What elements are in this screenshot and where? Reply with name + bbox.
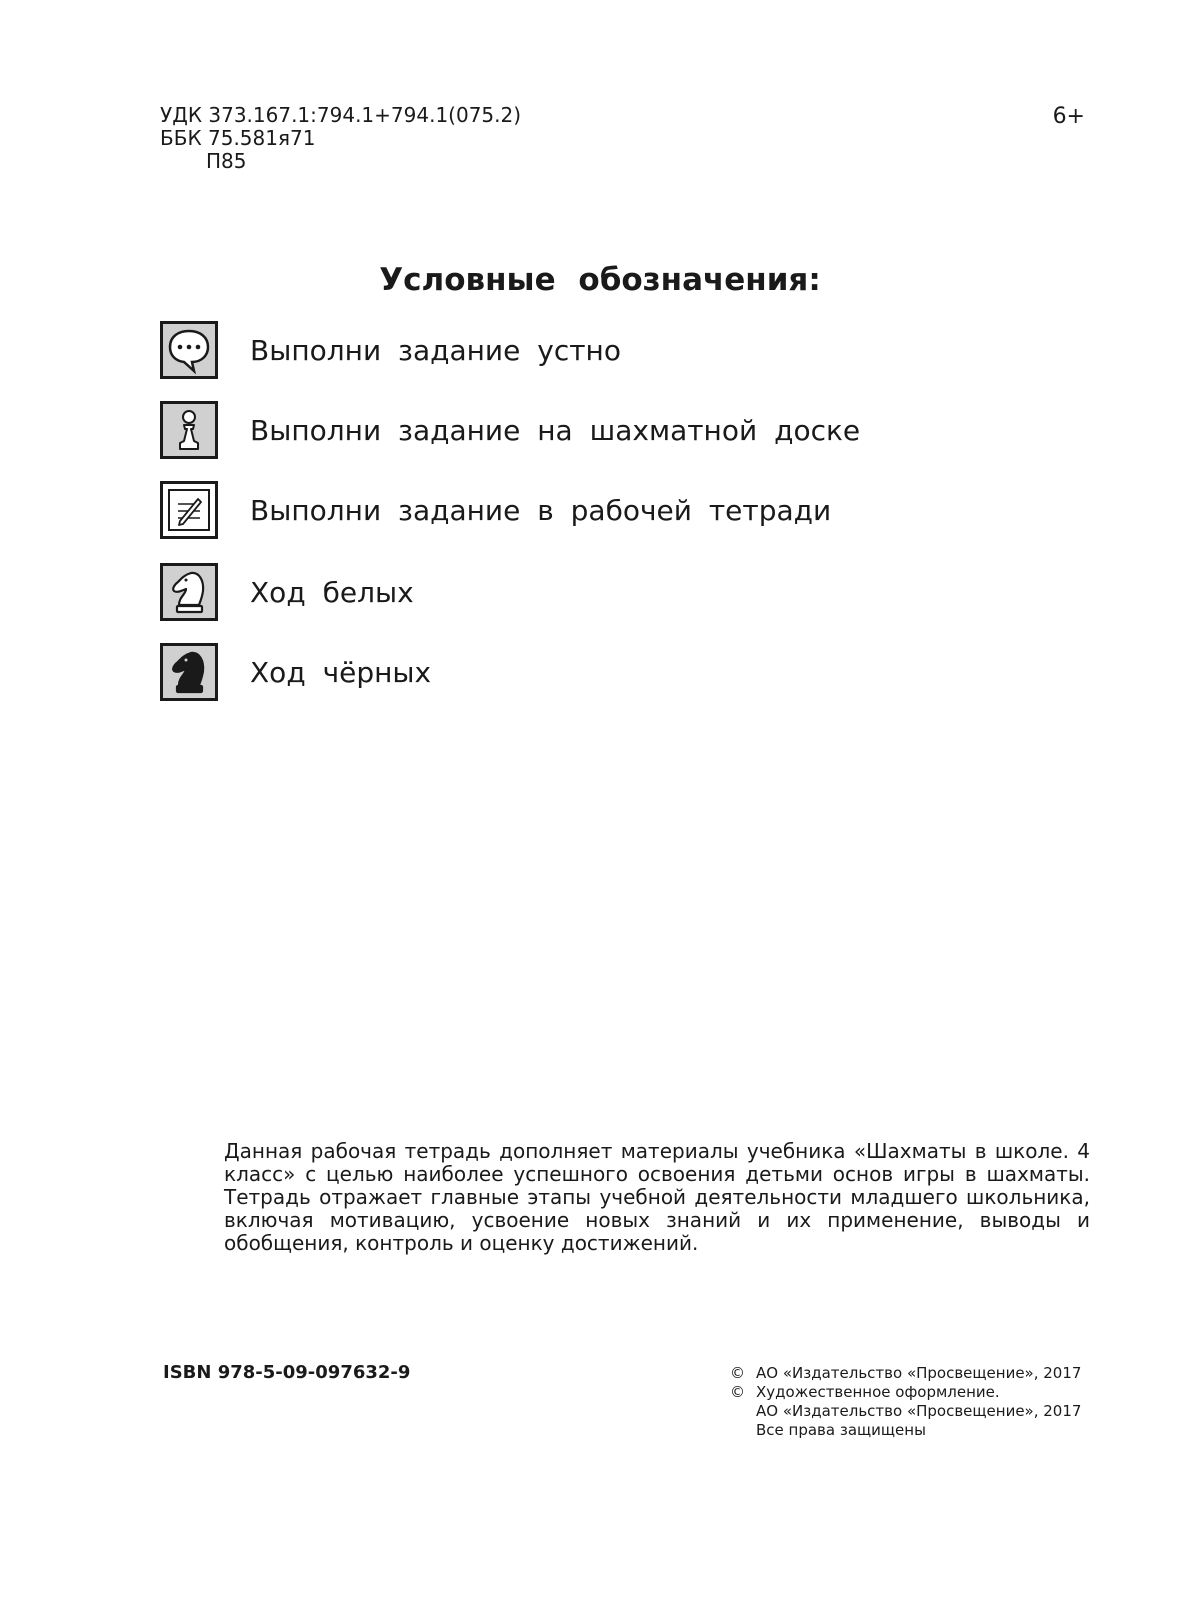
copyright-symbol: © xyxy=(730,1364,745,1382)
copyright-line-4: Все права защищены xyxy=(756,1421,926,1439)
legend-item-white-move xyxy=(160,560,414,624)
legend-label-workbook: Выполни задание в рабочей тетради xyxy=(250,493,832,527)
notebook-pencil-icon xyxy=(160,481,218,539)
speech-bubble-icon xyxy=(160,321,218,379)
copyright-symbol: © xyxy=(730,1383,745,1401)
bbk-code: ББК 75.581я71 xyxy=(160,126,316,150)
age-rating: 6+ xyxy=(1052,104,1085,129)
legend-item-oral xyxy=(160,318,621,382)
black-knight-icon xyxy=(160,643,218,701)
description-paragraph: Данная рабочая тетрадь дополняет материалы учебника «Шахматы в школе. 4 класс» с целью наиболее успешного освоения детьми основ игры в шахматы. Тетрадь отражает главные этапы учебной деятельности младшего школьника, включая мотивацию, усвоение новых знаний и их применение, выводы и обобщения, контроль и оценку достижений. xyxy=(224,1139,1090,1255)
pawn-icon xyxy=(160,401,218,459)
udk-code: УДК 373.167.1:794.1+794.1(075.2) xyxy=(160,103,522,127)
isbn: ISBN 978-5-09-097632-9 xyxy=(163,1362,411,1383)
copyright-line-2: Художественное оформление. xyxy=(756,1383,1000,1401)
legend-label-white-move: Ход белых xyxy=(250,575,414,609)
legend-item-black-move xyxy=(160,640,431,704)
white-knight-icon xyxy=(160,563,218,621)
legend-label-black-move: Ход чёрных xyxy=(250,655,432,689)
author-code: П85 xyxy=(206,149,247,173)
legend-title: Условные обозначения: xyxy=(379,262,821,298)
legend-item-workbook xyxy=(160,478,831,542)
legend-label-oral: Выполни задание устно xyxy=(250,333,621,367)
bibliographic-codes xyxy=(160,104,521,173)
copyright-line-1: АО «Издательство «Просвещение», 2017 xyxy=(756,1364,1082,1382)
copyright-line-3: АО «Издательство «Просвещение», 2017 xyxy=(756,1402,1082,1420)
legend-item-board xyxy=(160,398,860,462)
legend-label-board: Выполни задание на шахматной доске xyxy=(250,413,861,447)
copyright-block xyxy=(730,1364,1081,1440)
